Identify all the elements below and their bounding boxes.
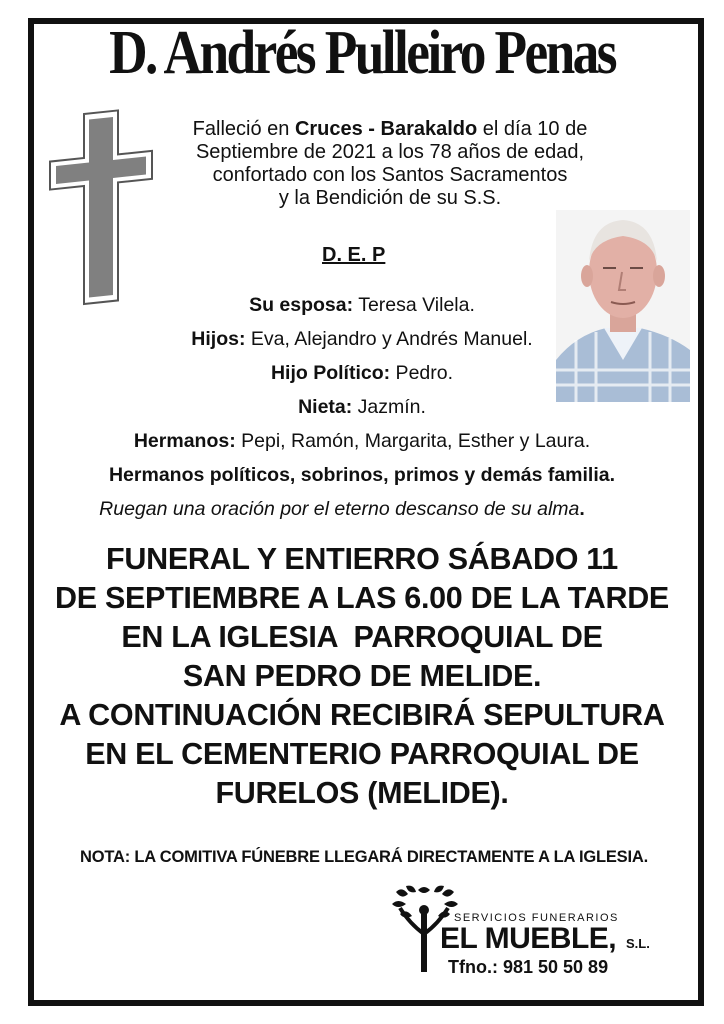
intro-line-4: y la Bendición de su S.S. xyxy=(278,187,502,209)
dep-heading: D. E. P xyxy=(322,244,386,266)
family-children: Hijos: Eva, Alejandro y Andrés Manuel. xyxy=(191,328,533,350)
funeral-details xyxy=(30,540,694,813)
logo-name: EL MUEBLE, xyxy=(440,922,617,955)
prayer-request: Ruegan una oración por el eterno descanso de su alma. xyxy=(99,498,585,520)
death-announcement xyxy=(150,118,630,210)
logo-suffix: S.L. xyxy=(626,936,650,951)
intro-line-1: Falleció en Cruces - Barakaldo el día 10 de xyxy=(192,118,588,140)
funeral-home-logo xyxy=(390,884,670,984)
funeral-line-6: EN EL CEMENTERIO PARROQUIAL DE xyxy=(85,737,639,771)
family-spouse: Su esposa: Teresa Vilela. xyxy=(249,294,475,316)
phone-number: Tfno.: 981 50 50 89 xyxy=(448,957,609,977)
family-granddaughter: Nieta: Jazmín. xyxy=(298,396,426,418)
funeral-line-5: A CONTINUACIÓN RECIBIRÁ SEPULTURA xyxy=(59,698,665,732)
funeral-line-4: SAN PEDRO DE MELIDE. xyxy=(182,659,542,693)
funeral-line-1: FUNERAL Y ENTIERRO SÁBADO 11 xyxy=(106,542,618,576)
funeral-line-3: EN LA IGLESIA PARROQUIAL DE xyxy=(121,620,603,654)
note: NOTA: LA COMITIVA FÚNEBRE LLEGARÁ DIRECTAMENTE A LA IGLESIA. xyxy=(80,848,648,866)
death-place: Cruces - Barakaldo xyxy=(294,118,478,140)
cross-icon xyxy=(46,100,156,306)
deceased-name: D. Andrés Pulleiro Penas xyxy=(109,19,615,87)
intro-line-3: confortado con los Santos Sacramentos xyxy=(212,164,568,186)
intro-line-2: Septiembre de 2021 a los 78 años de edad, xyxy=(195,141,585,163)
logo-tagline: SERVICIOS FUNERARIOS xyxy=(454,912,619,924)
family-list xyxy=(60,288,664,492)
funeral-line-7: FURELOS (MELIDE). xyxy=(215,776,509,810)
family-siblings: Hermanos: Pepi, Ramón, Margarita, Esther y Laura. xyxy=(133,430,591,452)
family-son-in-law: Hijo Político: Pedro. xyxy=(270,362,454,384)
family-others: Hermanos políticos, sobrinos, primos y demás familia. xyxy=(108,464,616,486)
funeral-line-2: DE SEPTIEMBRE A LAS 6.00 DE LA TARDE xyxy=(55,581,669,615)
